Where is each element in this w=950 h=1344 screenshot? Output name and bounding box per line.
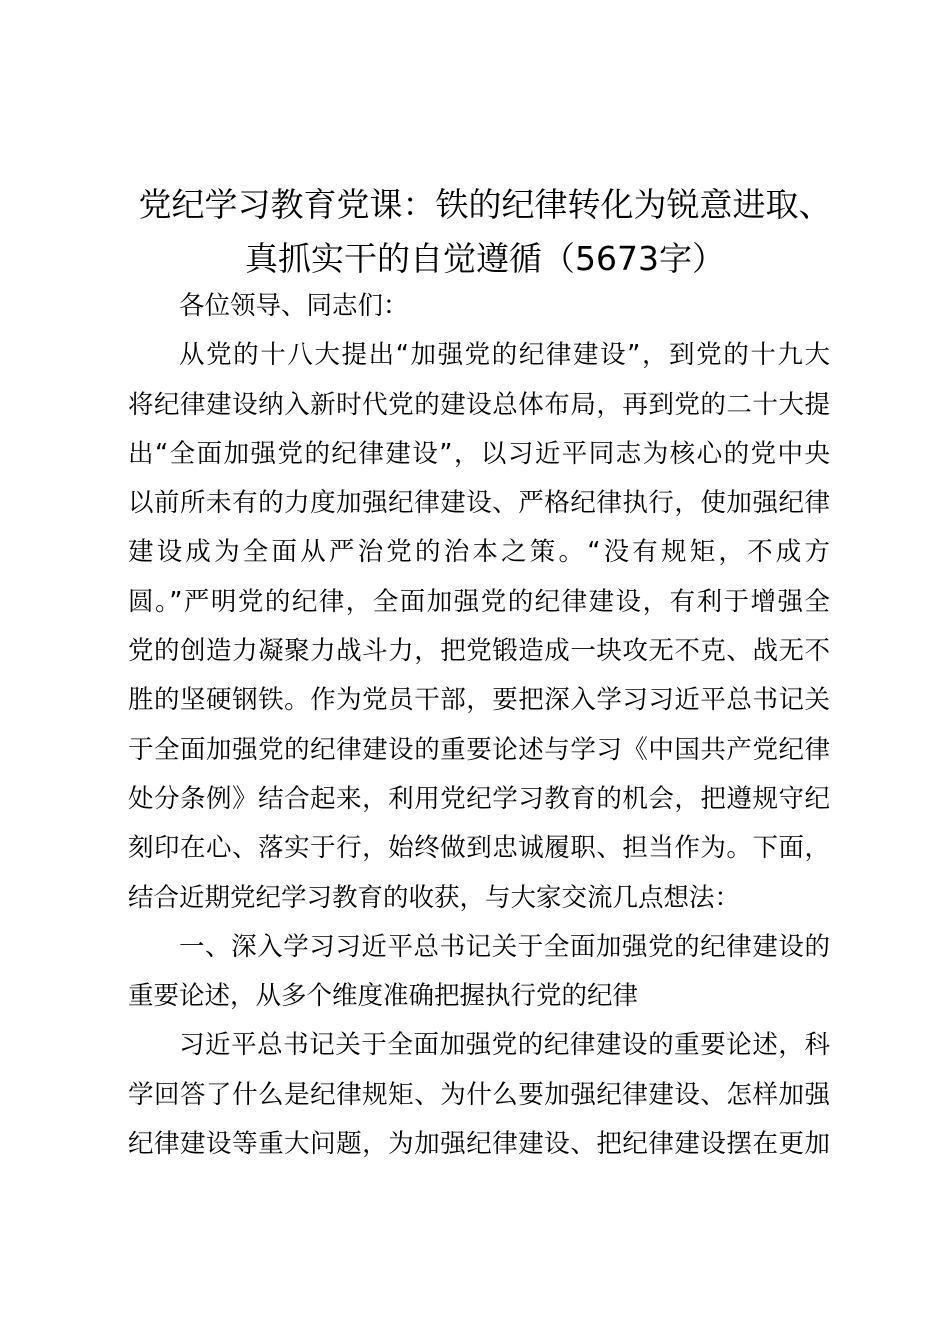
document-body: [128, 282, 830, 1169]
paragraph-line: 圆。”严明党的纪律，全面加强党的纪律建设，有利于增强全: [128, 586, 830, 617]
paragraph-line: 出“全面加强党的纪律建设”，以习近平同志为核心的党中央: [128, 438, 830, 469]
paragraph-line: 将纪律建设纳入新时代党的建设总体布局，再到党的二十大提: [128, 389, 830, 420]
paragraph-line: 纪律建设等重大问题，为加强纪律建设、把纪律建设摆在更加: [128, 1129, 830, 1160]
title-line-2: 真抓实干的自觉遵循（5673字）: [245, 239, 725, 278]
paragraph-line: 以前所未有的力度加强纪律建设、严格纪律执行，使加强纪律: [128, 488, 830, 519]
salutation: 各位领导、同志们：: [179, 291, 409, 321]
paragraph-line: 学回答了什么是纪律规矩、为什么要加强纪律建设、怎样加强: [128, 1079, 830, 1110]
paragraph-line: 处分条例》结合起来，利用党纪学习教育的机会，把遵规守纪: [128, 783, 830, 814]
paragraph-line: 建设成为全面从严治党的治本之策。“没有规矩，不成方: [128, 537, 830, 568]
paragraph-line: 党的创造力凝聚力战斗力，把党锻造成一块攻无不克、战无不: [128, 636, 830, 667]
paragraph-line: 从党的十八大提出“加强党的纪律建设”，到党的十九大: [179, 340, 830, 371]
paragraph-line: 胜的坚硬钢铁。作为党员干部，要把深入学习习近平总书记关: [128, 685, 830, 716]
section-heading-line: 重要论述，从多个维度准确把握执行党的纪律: [128, 981, 639, 1012]
paragraph-line: 于全面加强党的纪律建设的重要论述与学习《中国共产党纪律: [128, 734, 830, 765]
section-heading-line: 一、深入学习习近平总书记关于全面加强党的纪律建设的: [179, 931, 830, 962]
paragraph-line: 刻印在心、落实于行，始终做到忠诚履职、担当作为。下面，: [128, 833, 830, 864]
document-title: [120, 178, 850, 286]
paragraph-line: 习近平总书记关于全面加强党的纪律建设的重要论述，科: [179, 1030, 830, 1061]
title-line-1: 党纪学习教育党课：铁的纪律转化为锐意进取、: [138, 185, 832, 224]
paragraph-line: 结合近期党纪学习教育的收获，与大家交流几点想法：: [128, 882, 741, 913]
